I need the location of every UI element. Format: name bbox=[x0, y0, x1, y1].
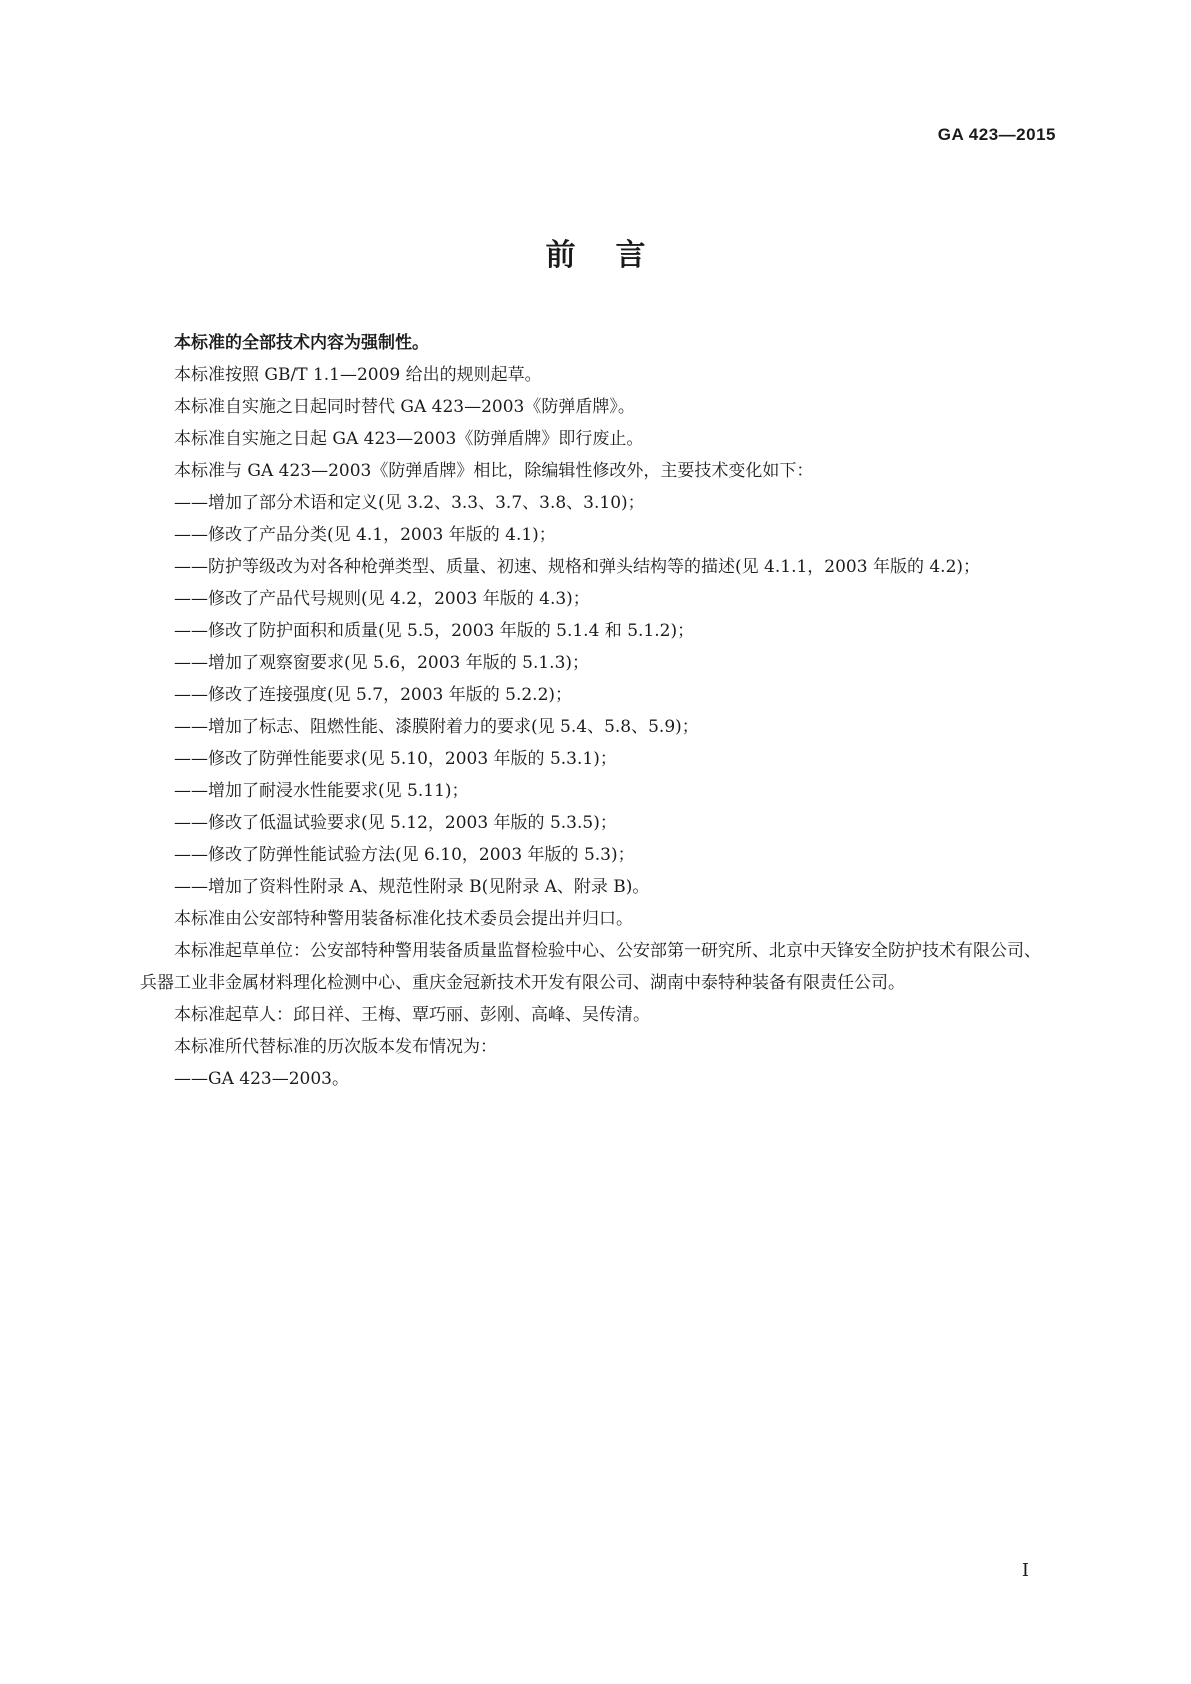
paragraph: 本标准所代替标准的历次版本发布情况为： bbox=[174, 1037, 497, 1057]
list-item: ——增加了资料性附录 A、规范性附录 B(见附录 A、附录 B)。 bbox=[174, 877, 650, 897]
foreword-content bbox=[140, 327, 1056, 1095]
paragraph: 本标准由公安部特种警用装备标准化技术委员会提出并归口。 bbox=[174, 909, 633, 929]
drafters-paragraph: 本标准起草人：邱日祥、王梅、覃巧丽、彭刚、高峰、吴传清。 bbox=[174, 1005, 650, 1025]
list-item: ——增加了观察窗要求(见 5.6，2003 年版的 5.1.3)； bbox=[174, 653, 590, 673]
paragraph: 本标准自实施之日起 GA 423—2003《防弹盾牌》即行废止。 bbox=[174, 429, 644, 449]
list-item: ——增加了耐浸水性能要求(见 5.11)； bbox=[174, 781, 469, 801]
history-item: ——GA 423—2003。 bbox=[174, 1069, 349, 1089]
list-item: ——修改了防护面积和质量(见 5.5，2003 年版的 5.1.4 和 5.1.2)； bbox=[174, 621, 695, 641]
standard-code: GA 423—2015 bbox=[937, 125, 1056, 144]
paragraph: 本标准与 GA 423—2003《防弹盾牌》相比，除编辑性修改外，主要技术变化如下： bbox=[174, 461, 814, 481]
paragraph: 本标准按照 GB/T 1.1—2009 给出的规则起草。 bbox=[174, 365, 542, 385]
page-title: 前言 bbox=[545, 238, 686, 273]
page-number: I bbox=[1021, 1560, 1029, 1581]
list-item: ——修改了防弹性能要求(见 5.10，2003 年版的 5.3.1)； bbox=[174, 749, 617, 769]
changes-list bbox=[174, 487, 1056, 903]
list-item: ——修改了连接强度(见 5.7，2003 年版的 5.2.2)； bbox=[174, 685, 573, 705]
paragraph-mandatory: 本标准的全部技术内容为强制性。 bbox=[174, 333, 429, 353]
drafting-units-paragraph: 本标准起草单位：公安部特种警用装备质量监督检验中心、公安部第一研究所、北京中天锋安全防护技术有限公司、兵器工业非金属材料理化检测中心、重庆金冠新技术开发有限公司、湖南中泰特种装备有限责任公司。 bbox=[140, 941, 1041, 993]
list-item: ——修改了产品代号规则(见 4.2，2003 年版的 4.3)； bbox=[174, 589, 590, 609]
list-item: ——防护等级改为对各种枪弹类型、质量、初速、规格和弹头结构等的描述(见 4.1.1，2003 年版的 4.2)； bbox=[174, 557, 981, 577]
list-item: ——修改了产品分类(见 4.1，2003 年版的 4.1)； bbox=[174, 525, 556, 545]
list-item: ——增加了标志、阻燃性能、漆膜附着力的要求(见 5.4、5.8、5.9)； bbox=[174, 717, 699, 737]
list-item: ——增加了部分术语和定义(见 3.2、3.3、3.7、3.8、3.10)； bbox=[174, 493, 645, 513]
paragraph: 本标准自实施之日起同时替代 GA 423—2003《防弹盾牌》。 bbox=[174, 397, 635, 417]
list-item: ——修改了低温试验要求(见 5.12，2003 年版的 5.3.5)； bbox=[174, 813, 617, 833]
list-item: ——修改了防弹性能试验方法(见 6.10，2003 年版的 5.3)； bbox=[174, 845, 635, 865]
